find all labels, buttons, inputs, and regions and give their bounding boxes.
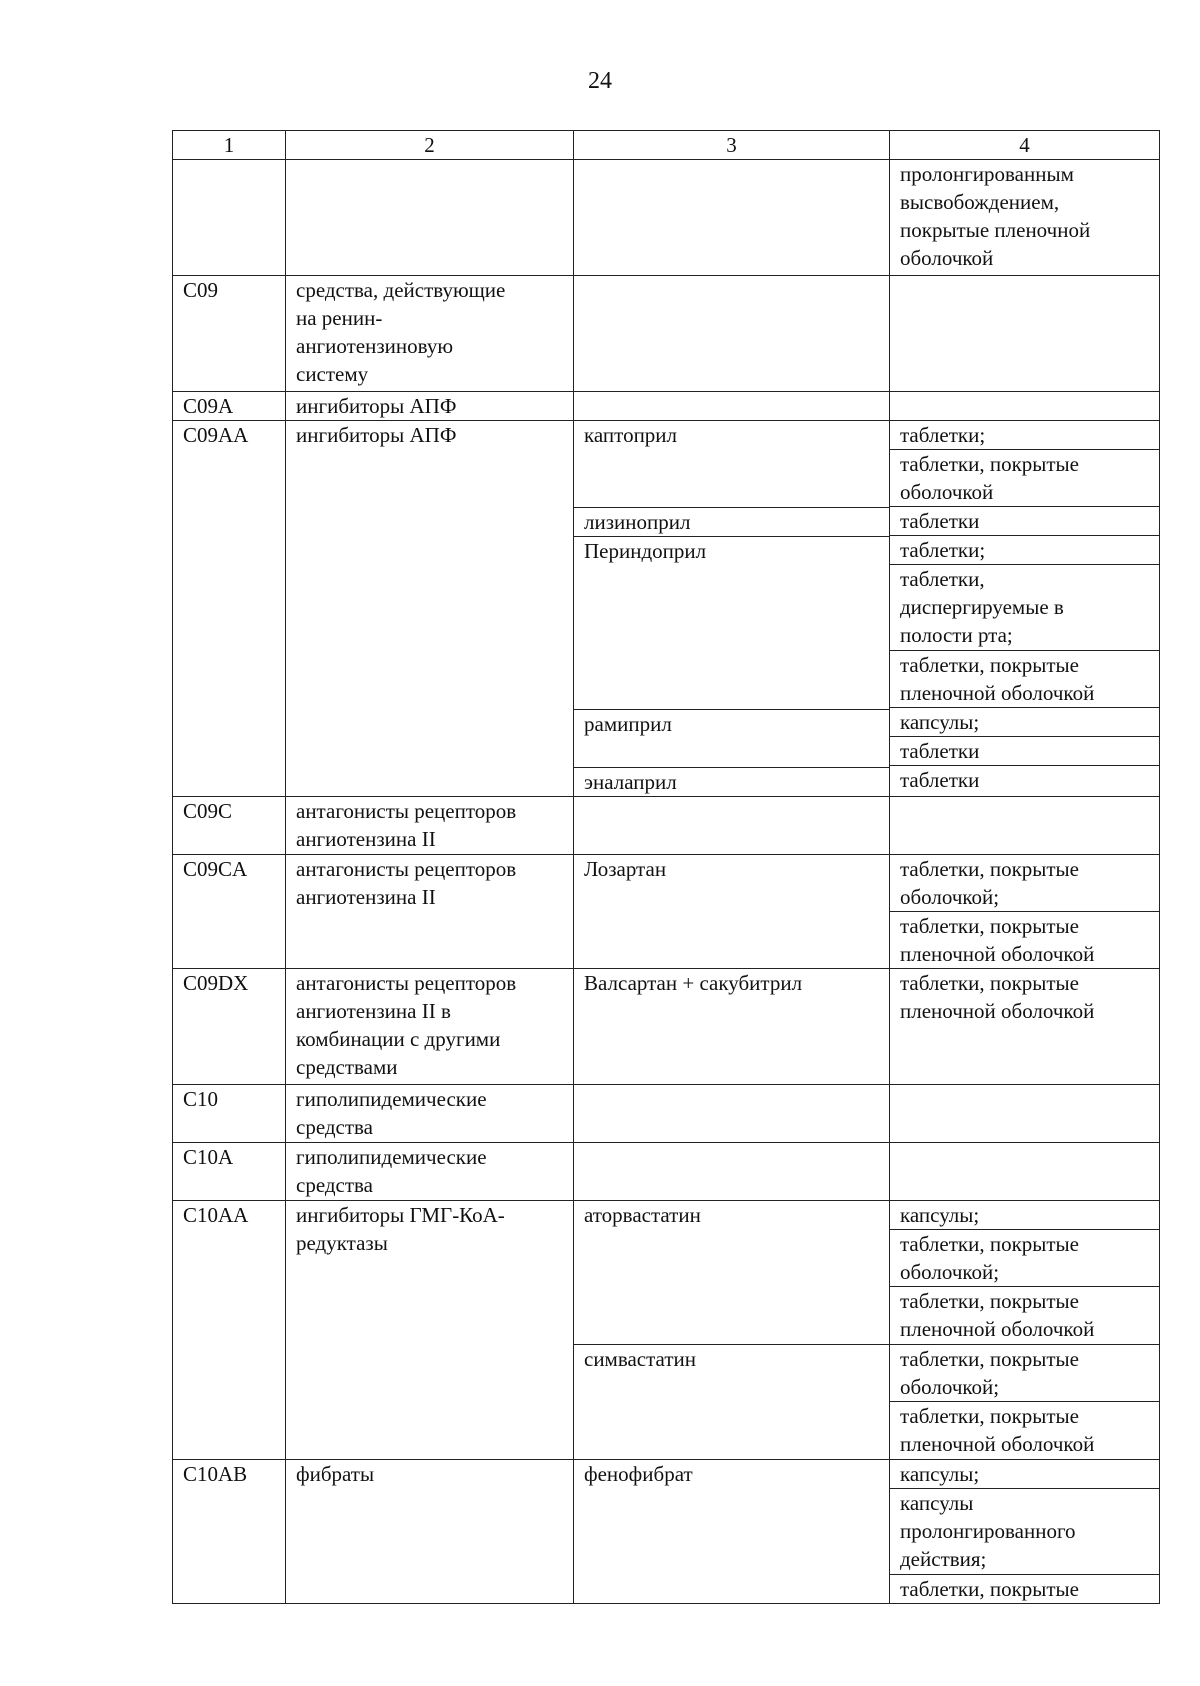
drug-list <box>574 421 890 797</box>
dosage-form: таблетки, покрытые <box>900 1577 1079 1601</box>
dosage-form: таблетки <box>890 737 1159 766</box>
dosage-form-list <box>890 421 1160 797</box>
dosage-form: таблетки <box>890 507 1159 536</box>
dosage-form: таблетки, покрытые оболочкой; <box>890 855 1159 912</box>
table-row <box>173 1201 1160 1460</box>
dosage-form <box>890 1085 1160 1143</box>
header-col-2: 2 <box>286 131 574 160</box>
dosage-form: капсулы; <box>890 1201 1159 1230</box>
drug-name <box>574 160 890 276</box>
table-row <box>173 276 1160 392</box>
group-name: гиполипидемические средства <box>286 1085 574 1143</box>
dosage-form-list <box>890 1201 1160 1460</box>
table-row <box>173 1085 1160 1143</box>
drug-name: лизиноприл <box>574 508 889 537</box>
drug-name: фенофибрат <box>574 1460 890 1604</box>
group-name: антагонисты рецепторов ангиотензина II <box>286 855 574 969</box>
group-name <box>286 160 574 276</box>
atc-code: C09AA <box>173 421 286 797</box>
dosage-form <box>890 392 1160 421</box>
dosage-form: таблетки, диспергируемые в полости рта; <box>890 565 1159 651</box>
table-row <box>173 1460 1160 1604</box>
group-name: фибраты <box>286 1460 574 1604</box>
table-row <box>173 855 1160 969</box>
drug-name: рамиприл <box>574 710 889 768</box>
dosage-form: таблетки, покрытые пленочной оболочкой <box>890 1287 1159 1345</box>
atc-code: C10A <box>173 1143 286 1201</box>
drug-name <box>574 276 890 392</box>
table-row <box>173 969 1160 1085</box>
dosage-form: таблетки, покрытые пленочной оболочкой <box>900 914 1095 966</box>
atc-code <box>173 160 286 276</box>
group-name: ингибиторы АПФ <box>286 421 574 797</box>
dosage-form: таблетки; <box>890 536 1159 565</box>
dosage-form: таблетки, покрытые пленочной оболочкой <box>900 1404 1095 1456</box>
group-name: ингибиторы АПФ <box>286 392 574 421</box>
group-name: гиполипидемические средства <box>286 1143 574 1201</box>
drug-name <box>574 392 890 421</box>
atc-code: C10AA <box>173 1201 286 1460</box>
atc-code: C10AB <box>173 1460 286 1604</box>
drug-name: эналаприл <box>584 770 677 794</box>
drug-name <box>574 1143 890 1201</box>
table-row <box>173 797 1160 855</box>
dosage-form: таблетки, покрытые оболочкой <box>890 450 1159 507</box>
atc-code: C09CA <box>173 855 286 969</box>
atc-code: C09A <box>173 392 286 421</box>
dosage-form: капсулы пролонгированного действия; <box>890 1489 1159 1575</box>
drug-name: Валсартан + сакубитрил <box>574 969 890 1085</box>
atc-code: C09DX <box>173 969 286 1085</box>
drug-name <box>574 797 890 855</box>
dosage-form <box>890 1143 1160 1201</box>
dosage-form: таблетки, покрытые оболочкой; <box>890 1230 1159 1287</box>
dosage-form: таблетки <box>900 768 980 792</box>
drug-name <box>574 1085 890 1143</box>
drug-name: аторвастатин <box>574 1201 889 1345</box>
dosage-form: пролонгированным высвобождением, покрытые пленочной оболочкой <box>890 160 1160 276</box>
dosage-form-list <box>890 855 1160 969</box>
group-name: средства, действующие на ренин- ангиотензиновую систему <box>286 276 574 392</box>
drug-name: симвастатин <box>584 1347 696 1371</box>
drug-name: каптоприл <box>574 421 889 508</box>
header-col-3: 3 <box>574 131 890 160</box>
dosage-form: капсулы; <box>890 1460 1159 1489</box>
table-row <box>173 160 1160 276</box>
drug-table <box>172 130 1160 1604</box>
group-name: антагонисты рецепторов ангиотензина II в комбинации с другими средствами <box>286 969 574 1085</box>
dosage-form <box>890 797 1160 855</box>
dosage-form: таблетки, покрытые пленочной оболочкой <box>890 651 1159 708</box>
header-col-4: 4 <box>890 131 1160 160</box>
table-row <box>173 421 1160 797</box>
page-number: 24 <box>588 68 612 94</box>
dosage-form: капсулы; <box>890 708 1159 737</box>
atc-code: C09C <box>173 797 286 855</box>
drug-name: Периндоприл <box>574 537 889 710</box>
dosage-form: таблетки; <box>890 421 1159 450</box>
dosage-form <box>890 276 1160 392</box>
dosage-form: таблетки, покрытые оболочкой; <box>890 1345 1159 1402</box>
table-row <box>173 392 1160 421</box>
header-col-1: 1 <box>173 131 286 160</box>
dosage-form: таблетки, покрытые пленочной оболочкой <box>890 969 1160 1085</box>
atc-code: C10 <box>173 1085 286 1143</box>
table-row <box>173 1143 1160 1201</box>
drug-list <box>574 1201 890 1460</box>
dosage-form-list <box>890 1460 1160 1604</box>
table-header-row <box>173 131 1160 160</box>
drug-name: Лозартан <box>574 855 890 969</box>
group-name: ингибиторы ГМГ-КоА- редуктазы <box>286 1201 574 1460</box>
atc-code: C09 <box>173 276 286 392</box>
group-name: антагонисты рецепторов ангиотензина II <box>286 797 574 855</box>
